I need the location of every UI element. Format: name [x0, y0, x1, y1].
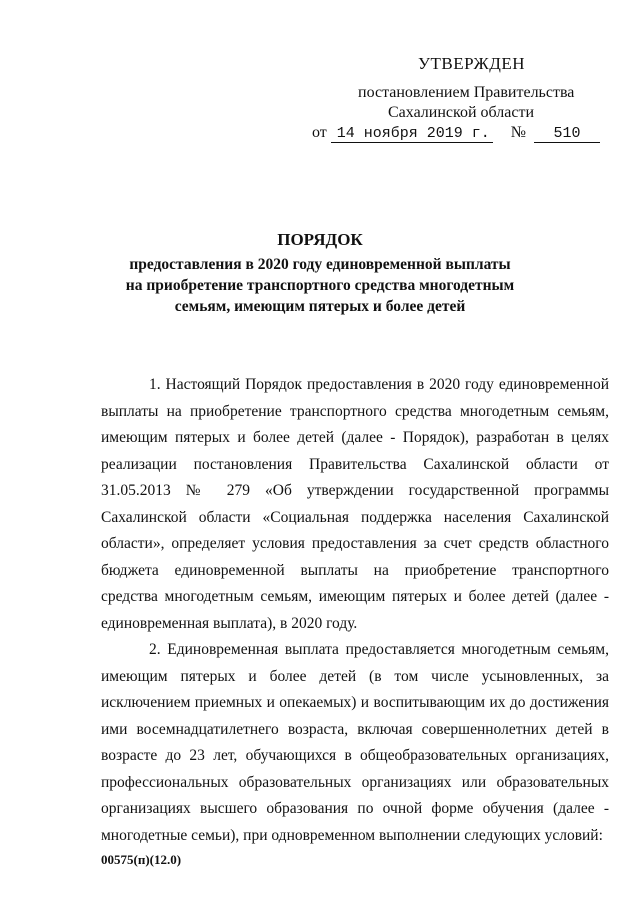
document-subtitle-line1: предоставления в 2020 году единовременной выплаты [129, 256, 511, 273]
approval-issuer-line2: Сахалинской области [388, 104, 535, 121]
number-sign: № [510, 124, 527, 141]
document-body [101, 372, 609, 849]
document-code: 00575(п)(12.0) [101, 852, 182, 867]
document-subtitle-line2: на приобретение транспортного средства многодетным [125, 277, 515, 294]
document-subtitle-line3: семьям, имеющим пятерых и более детей [174, 298, 466, 315]
paragraph-1: 1. Настоящий Порядок предоставления в 2020 году единовременной выплаты на приобретение транспортного средства многодетным семьям, имеющим пятерых и более детей (далее - Порядок), разработан в целях реализации постановления Правительства Сахалинской области от 31.05.2013 № 279 «Об утверждении государственной программы Сахалинской области «Социальная поддержка населения Сахалинской области», определяет условия предоставления за счет средств областного бюджета единовременной выплаты на приобретение транспортного средства многодетным семьям, имеющим пятерых и более детей (далее - единовременная выплата), в 2020 году. [101, 376, 609, 632]
approval-issuer-line1: постановлением Правительства [358, 84, 575, 101]
paragraph-2: 2. Единовременная выплата предоставляется многодетным семьям, имеющим пятерых и более детей (в том числе усыновленных, за исключением приемных и опекаемых) и воспитывающим их до достижения ими восемнадцатилетнего возраста, включая совершеннолетних детей в возрасте до 23 лет, обучающихся в общеобразовательных организациях, профессиональных образовательных организациях или образовательных организациях высшего образования по очной форме обучения (далее - многодетные семьи), при одновременном выполнении следующих условий: [101, 641, 609, 844]
approval-date-row [312, 124, 600, 143]
approval-number-field: 510 [534, 125, 600, 143]
approval-title: УТВЕРЖДЕН [418, 54, 525, 73]
document-title: ПОРЯДОК [277, 230, 363, 249]
date-prefix: от [312, 124, 327, 141]
approval-date-field: 14 ноября 2019 г. [331, 125, 493, 143]
